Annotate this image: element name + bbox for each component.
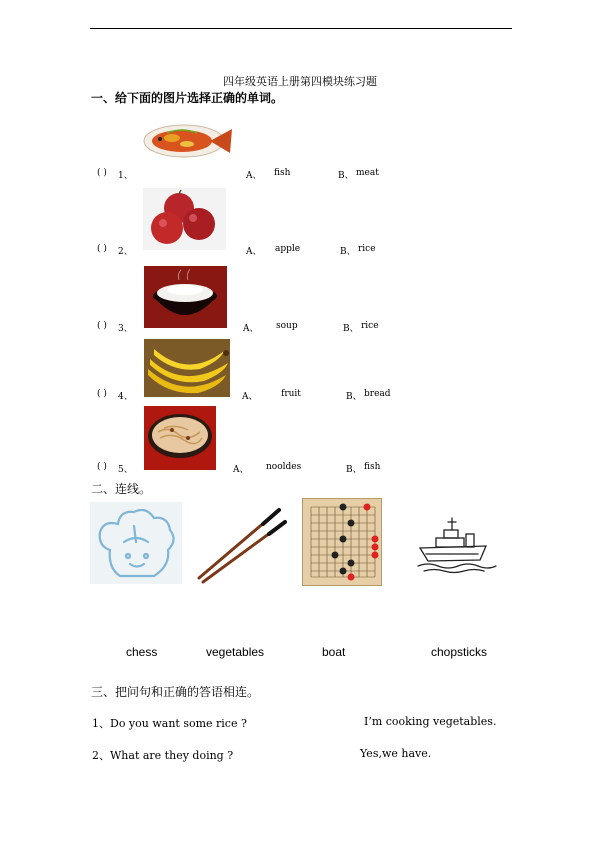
boat-drawing xyxy=(414,514,498,574)
answer-paren-3[interactable]: ( ) xyxy=(97,321,107,331)
option-a-label-2: A、 xyxy=(246,247,262,257)
option-b-5: fish xyxy=(364,462,381,472)
section1-heading: 一、给下面的图片选择正确的单词。 xyxy=(91,91,284,105)
section2-heading: 二、连线。 xyxy=(91,482,152,496)
answer-1[interactable]: I’m cooking vegetables. xyxy=(364,715,497,728)
apples-image xyxy=(143,188,226,250)
match-word-3[interactable]: boat xyxy=(322,645,346,659)
option-a-label-4: A、 xyxy=(242,392,258,402)
answer-2[interactable]: Yes,we have. xyxy=(360,747,432,760)
chopsticks-image xyxy=(193,502,288,584)
header-rule xyxy=(90,28,512,29)
option-a-4: fruit xyxy=(281,389,301,399)
option-a-label-5: A、 xyxy=(233,465,249,475)
item-number-5: 5、 xyxy=(118,465,133,475)
match-word-1[interactable]: chess xyxy=(126,645,158,659)
match-word-2[interactable]: vegetables xyxy=(206,645,265,659)
noodles-image xyxy=(144,406,216,470)
option-b-label-3: B、 xyxy=(343,324,359,334)
option-a-1: fish xyxy=(274,168,291,178)
question-1[interactable]: 1、Do you want some rice ? xyxy=(92,717,247,730)
fish-dish-image xyxy=(142,121,234,161)
match-word-4[interactable]: chopsticks xyxy=(431,645,488,659)
option-b-label-4: B、 xyxy=(346,392,362,402)
option-b-label-1: B、 xyxy=(338,171,354,181)
item-number-1: 1、 xyxy=(118,171,133,181)
option-b-4: bread xyxy=(364,389,391,399)
item-number-2: 2、 xyxy=(118,247,133,257)
option-a-label-3: A、 xyxy=(243,324,259,334)
answer-paren-5[interactable]: ( ) xyxy=(97,462,107,472)
answer-paren-1[interactable]: ( ) xyxy=(97,168,107,178)
section3-heading: 三、把问句和正确的答语相连。 xyxy=(91,685,260,699)
answer-paren-4[interactable]: ( ) xyxy=(97,389,107,399)
item-number-3: 3、 xyxy=(118,324,133,334)
option-a-5: nooldes xyxy=(266,462,302,472)
option-b-2: rice xyxy=(358,244,376,254)
answer-paren-2[interactable]: ( ) xyxy=(97,244,107,254)
rice-bowl-image xyxy=(144,266,227,328)
bananas-image xyxy=(144,339,230,397)
chess-board-image xyxy=(302,498,382,586)
option-a-2: apple xyxy=(275,244,301,254)
option-b-1: meat xyxy=(356,168,379,178)
option-b-label-2: B、 xyxy=(340,247,356,257)
option-b-3: rice xyxy=(361,321,379,331)
option-a-3: soup xyxy=(276,321,298,331)
question-2[interactable]: 2、What are they doing ? xyxy=(92,749,234,762)
page-title: 四年级英语上册第四模块练习题 xyxy=(223,75,377,88)
vegetable-drawing xyxy=(90,502,182,584)
item-number-4: 4、 xyxy=(118,392,133,402)
option-b-label-5: B、 xyxy=(346,465,362,475)
option-a-label-1: A、 xyxy=(246,171,262,181)
